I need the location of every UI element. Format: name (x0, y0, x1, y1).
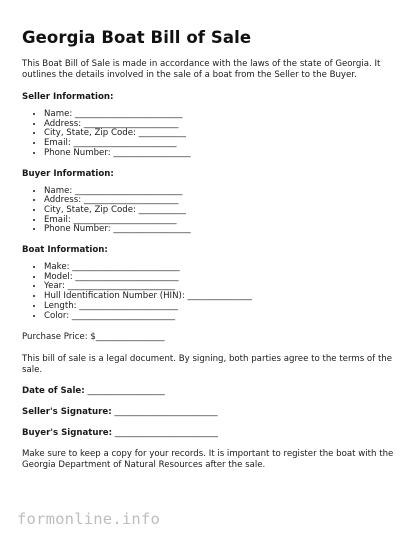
document-page (22, 28, 402, 471)
buyer-email-field: • Email: ________________________ (44, 216, 402, 226)
buyer-heading: Buyer Information: (22, 168, 114, 179)
date-of-sale-row (22, 386, 402, 397)
buyer-address-field: • Address: ______________________ (44, 196, 402, 206)
boat-year-field: • Year: _________________________ (44, 282, 402, 292)
buyer-city-state-zip-field: • City, State, Zip Code: ___________ (44, 206, 402, 216)
seller-signature-label: Seller's Signature: (22, 407, 112, 418)
boat-model-field: • Model: ________________________ (44, 273, 402, 283)
boat-hin-field: • Hull Identification Number (HIN): _______________ (44, 292, 402, 302)
buyer-signature-row (22, 428, 402, 439)
date-of-sale-label: Date of Sale: (22, 386, 85, 397)
purchase-price-field: Purchase Price: $________________ (22, 332, 165, 343)
closing-paragraph: Make sure to keep a copy for your records. It is important to register the boat with the Georgia Department of Natural Resources after the sale. (22, 449, 394, 471)
seller-email-field: • Email: ________________________ (44, 139, 402, 149)
boat-list (22, 263, 402, 321)
document-title: Georgia Boat Bill of Sale (22, 28, 252, 47)
buyer-list (22, 187, 402, 236)
date-of-sale-line: __________________ (87, 386, 165, 397)
buyer-signature-line: ________________________ (114, 428, 218, 439)
intro-paragraph: This Boat Bill of Sale is made in accordance with the laws of the state of Georgia. It outlines the details involved in the sale of a boat from the Seller to the Buyer. (22, 59, 381, 80)
seller-address-field: • Address: ______________________ (44, 120, 402, 130)
boat-length-field: • Length: _______________________ (44, 302, 402, 312)
buyer-name-field: • Name: _________________________ (44, 187, 402, 197)
buyer-signature-label: Buyer's Signature: (22, 428, 113, 439)
seller-signature-line: ________________________ (114, 407, 218, 418)
seller-heading: Seller Information: (22, 92, 114, 102)
boat-heading: Boat Information: (22, 245, 108, 256)
seller-city-state-zip-field: • City, State, Zip Code: ___________ (44, 129, 402, 139)
legal-statement: This bill of sale is a legal document. By signing, both parties agree to the terms of the sale. (22, 354, 393, 376)
boat-color-field: • Color: ________________________ (44, 312, 402, 322)
seller-phone-field: • Phone Number: __________________ (44, 149, 402, 159)
buyer-phone-field: • Phone Number: __________________ (44, 225, 402, 235)
seller-name-field: • Name: _________________________ (44, 110, 402, 120)
watermark: formonline.info (17, 510, 160, 528)
seller-signature-row (22, 407, 402, 418)
boat-make-field: • Make: _________________________ (44, 263, 402, 273)
seller-list (22, 110, 402, 159)
